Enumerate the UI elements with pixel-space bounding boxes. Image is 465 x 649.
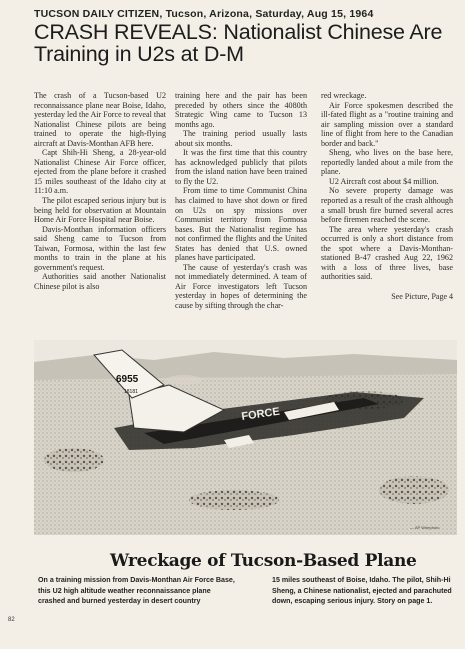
paragraph: From time to time Communist China has claimed to have shot down or fired on U2s on spy missions over Communist territory from Formosa bases. But the Nationalist regime has not confirmed the flights and the United States has denied that U.S. owned planes have participated. <box>175 186 307 263</box>
paragraph: red wreckage. <box>321 91 367 100</box>
fuselage-lettering: FORCE <box>240 405 281 423</box>
wreckage-photo <box>34 340 457 535</box>
caption-title: Wreckage of Tucson-Based Plane <box>110 551 417 571</box>
paragraph: training here and the pair has been preceded by others since the 4080th Strategic Wing came to Tucson 13 months ago. <box>175 91 307 129</box>
wreckage-photo-illustration <box>34 340 457 535</box>
paragraph: Authorities said another Nationalist Chinese pilot is also <box>34 272 166 291</box>
article-column-2 <box>175 91 307 311</box>
article-column-1 <box>34 91 166 291</box>
paragraph: The pilot escaped serious injury but is being held for observation at Mountain Home Air Force Hospital near Boise. <box>34 196 166 225</box>
paragraph: U2 Aircraft cost about $4 million. <box>329 176 439 186</box>
paragraph: The cause of yesterday's crash was not immediately determined. A team of Air Force investigators left Tucson yesterday in hopes of determining the cause by sifting through the char- <box>175 262 307 311</box>
headline: CRASH REVEALS: Nationalist Chinese Are Training in U2s at D-M <box>34 20 443 66</box>
page-number: 82 <box>8 617 15 623</box>
article-column-3 <box>321 91 453 301</box>
caption-right: 15 miles southeast of Boise, Idaho. The pilot, Shih-Hi Sheng, a Chinese nationalist, ejected and parachuted down, escaping serious injury. Story on page 1. <box>272 576 452 605</box>
paragraph: The area where yesterday's crash occurred is only a short distance from the spot where a Davis-Monthan-stationed B-47 crashed Aug 22, 1962 with a loss of three lives, base authorities said. <box>321 224 453 282</box>
masthead: TUCSON DAILY CITIZEN, Tucson, Arizona, Saturday, Aug 15, 1964 <box>34 8 374 20</box>
tail-number: 6955 <box>116 374 139 385</box>
paragraph: Davis-Monthan information officers said Sheng came to Tucson from Taiwan, Formosa, within the last few months to train in the plane at his government's request. <box>34 224 166 272</box>
tail-subnumber: 18181 <box>124 389 138 395</box>
paragraph: It was the first time that this country has acknowledged publicly that pilots from the island nation have been trained to fly the U2. <box>175 148 307 186</box>
paragraph: Sheng, who lives on the base here, reportedly landed about a mile from the plane. <box>321 148 453 177</box>
paragraph: The crash of a Tucson-based U2 reconnaissance plane near Boise, Idaho, yesterday led the Air Force to reveal that Nationalist Chinese pilots are being trained to operate the high-flying aircraft at Davis-Monthan AFB here. <box>34 91 166 148</box>
photo-credit: — AP Wirephoto <box>410 525 440 530</box>
caption-left: On a training mission from Davis-Monthan Air Force Base, this U2 high altitude weather reconnaissance plane crashed and burned yesterday in desert country <box>38 576 235 605</box>
paragraph: Air Force spokesmen described the ill-fated flight as a "routine training and air sampling mission over a standard line of flight from here to the Canadian border and back." <box>321 100 453 148</box>
paragraph: Capt Shih-Hi Sheng, a 28-year-old Nationalist Chinese Air Force officer, ejected from the plane before it crashed 15 miles southeast of the Idaho city at 11:10 a.m. <box>34 148 166 196</box>
see-picture-note: See Picture, Page 4 <box>391 291 453 301</box>
paragraph: The training period usually lasts about six months. <box>175 129 307 148</box>
paragraph: No severe property damage was reported as a result of the crash although a small brush fire burned several acres before firemen reached the scene. <box>321 186 453 225</box>
